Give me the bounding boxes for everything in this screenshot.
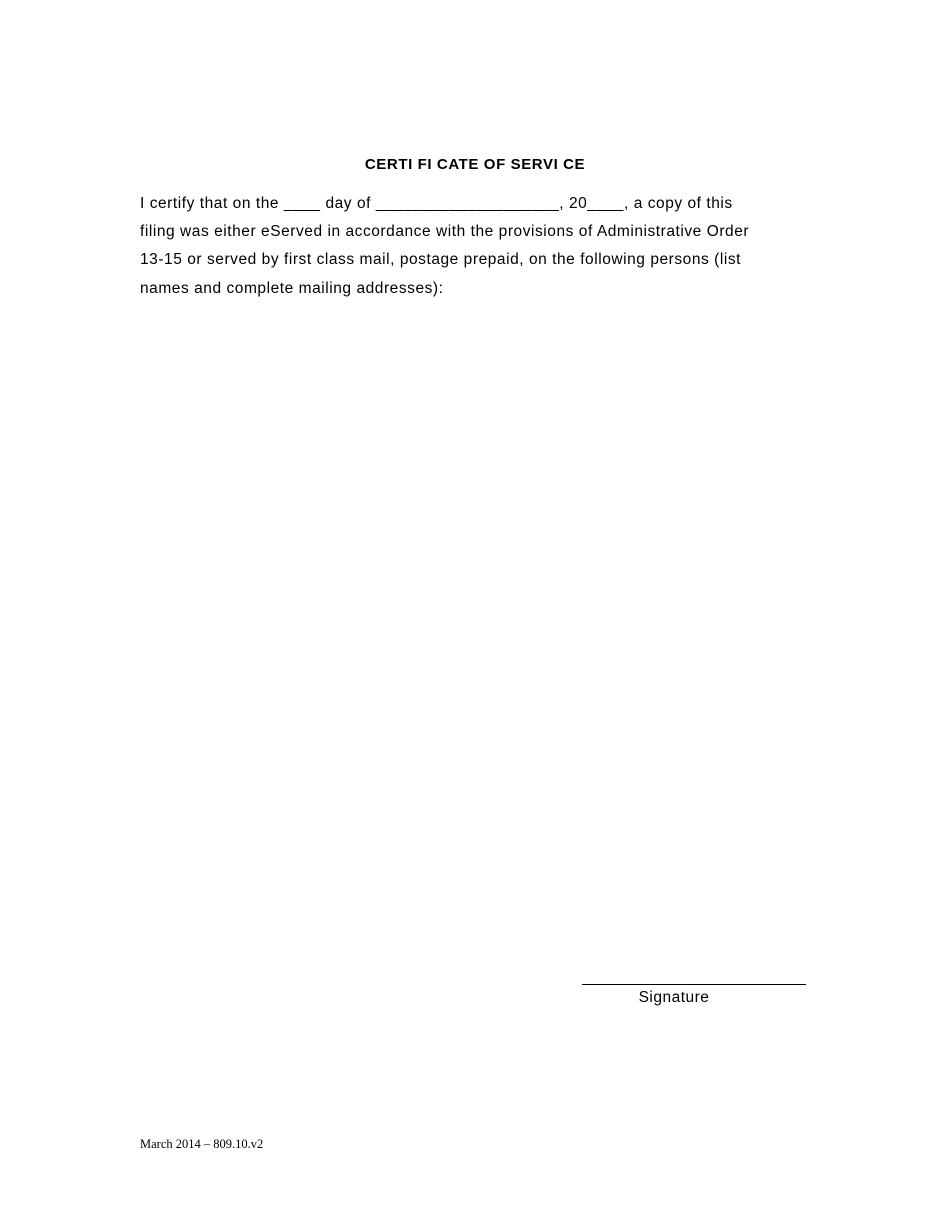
certification-text-line-1: I certify that on the ____ day of ____________________, 20____, a copy of this xyxy=(140,195,733,212)
certification-text-line-2: filing was either eServed in accordance with the provisions of Administrative Order xyxy=(140,223,750,240)
certification-text-line-3: 13-15 or served by first class mail, postage prepaid, on the following persons (list xyxy=(140,251,742,268)
form-revision-footer: March 2014 – 809.10.v2 xyxy=(140,1137,264,1151)
signature-label: Signature xyxy=(638,989,710,1006)
signature-line xyxy=(582,984,806,985)
certification-text-line-4: names and complete mailing addresses): xyxy=(140,280,444,297)
document-title: CERTI FI CATE OF SERVI CE xyxy=(364,156,586,173)
